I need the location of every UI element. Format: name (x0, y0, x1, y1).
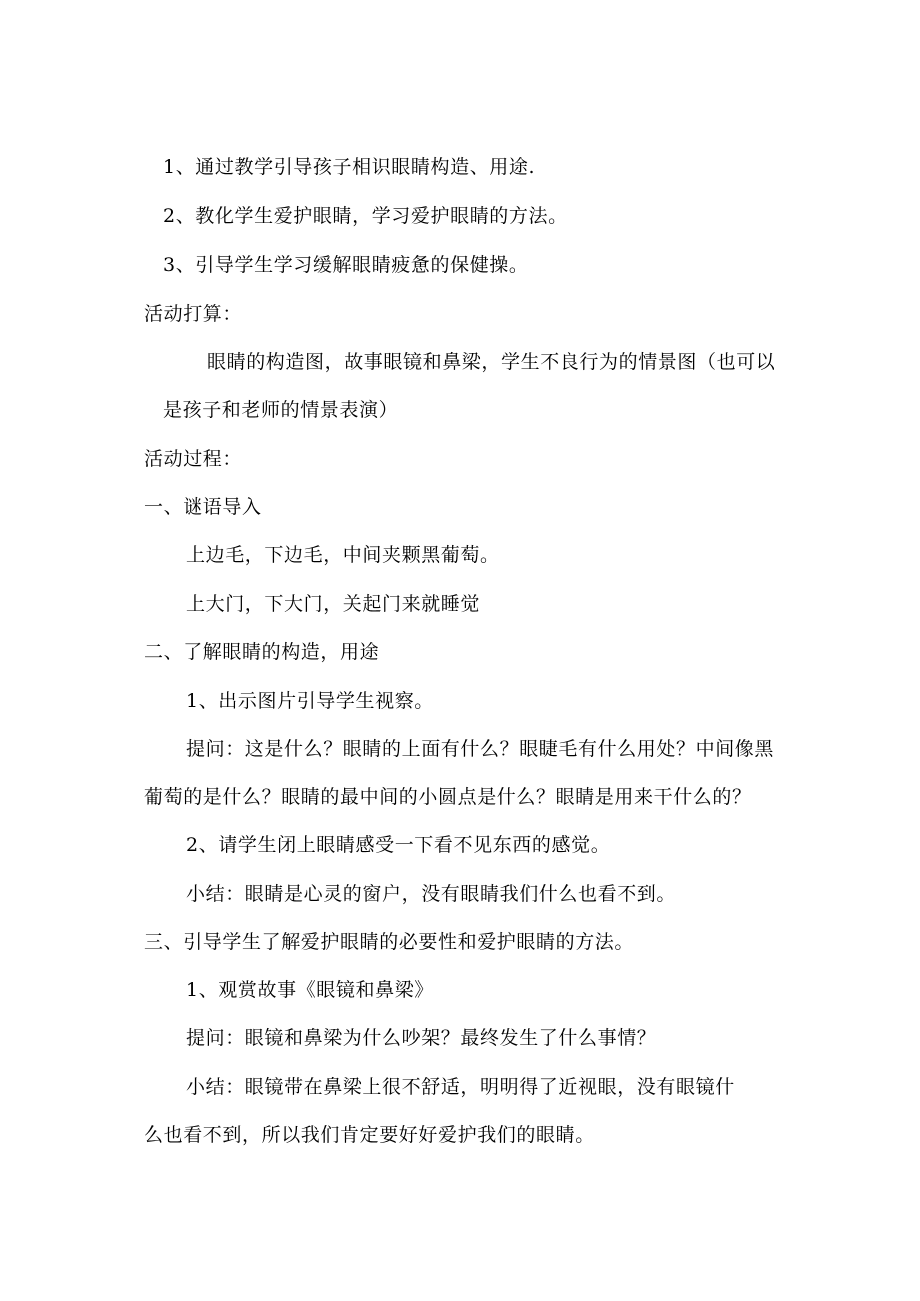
section-3-title: 三、引导学生了解爱护眼睛的必要性和爱护眼睛的方法。 (144, 931, 635, 953)
section-2-question-line-1: 提问：这是什么？眼睛的上面有什么？眼睫毛有什么用处？中间像黑 (186, 738, 775, 760)
section-3-question: 提问：眼镜和鼻梁为什么吵架？最终发生了什么事情？ (186, 1027, 657, 1049)
section-1-title: 一、谜语导入 (144, 496, 262, 518)
plan-heading: 活动打算： (144, 303, 243, 325)
process-heading: 活动过程： (144, 448, 243, 470)
section-3-step-1: 1、观赏故事《眼镜和鼻梁》 (186, 979, 434, 1001)
objective-2: 2、教化学生爱护眼睛，学习爱护眼睛的方法。 (163, 205, 568, 227)
riddle-2: 上大门，下大门，关起门来就睡觉 (186, 593, 481, 615)
plan-text-line-1: 眼睛的构造图，故事眼镜和鼻梁，学生不良行为的情景图（也可以 (207, 351, 776, 373)
riddle-1: 上边毛，下边毛，中间夹颗黑葡萄。 (186, 544, 500, 566)
section-3-summary-line-2: 么也看不到，所以我们肯定要好好爱护我们的眼睛。 (144, 1124, 595, 1146)
objective-3: 3、引导学生学习缓解眼睛疲惫的保健操。 (163, 254, 529, 276)
section-2-summary: 小结：眼睛是心灵的窗户，没有眼睛我们什么也看不到。 (186, 883, 677, 905)
section-2-step-1: 1、出示图片引导学生视察。 (186, 690, 434, 712)
objective-1: 1、通过教学引导孩子相识眼睛构造、用途. (163, 156, 536, 178)
section-2-question-line-2: 葡萄的是什么？眼睛的最中间的小圆点是什么？眼睛是用来干什么的？ (144, 786, 752, 808)
section-3-summary-line-1: 小结：眼镜带在鼻梁上很不舒适，明明得了近视眼，没有眼镜什 (186, 1076, 735, 1098)
section-2-step-2: 2、请学生闭上眼睛感受一下看不见东西的感觉。 (186, 834, 611, 856)
section-2-title: 二、了解眼睛的构造，用途 (144, 641, 380, 663)
plan-text-line-2: 是孩子和老师的情景表演） (163, 399, 399, 421)
